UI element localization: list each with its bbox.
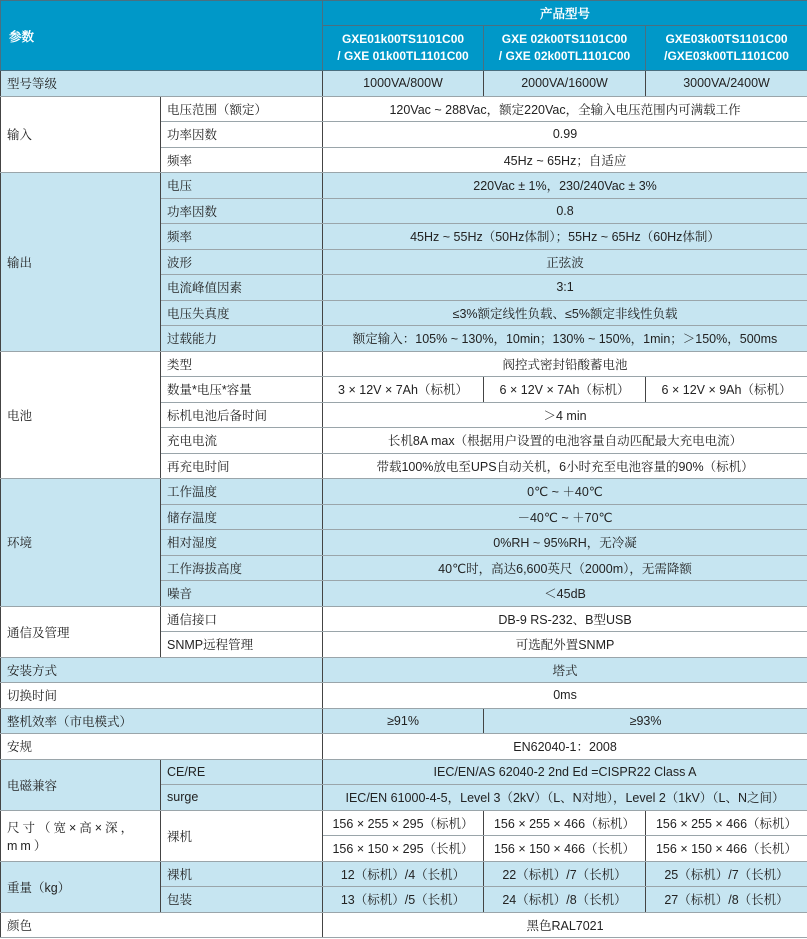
table-row [1,683,807,709]
value-cell: IEC/EN/AS 62040-2 2nd Ed =CISPR22 Class A [323,759,807,785]
table-row [1,71,807,97]
value-cell: 13（标机）/5（长机） [323,887,484,913]
sub-label: 功率因数 [161,198,323,224]
sub-label: 电压 [161,173,323,199]
sub-label: surge [161,785,323,811]
value-cell: 1000VA/800W [323,71,484,97]
value-cell: 0.99 [323,122,807,148]
table-row [1,734,807,760]
table-row [1,657,807,683]
value-cell: ＞4 min [323,402,807,428]
model-header-3 [646,26,807,71]
value-cell: 27（标机）/8（长机） [646,887,807,913]
value-cell: 6 × 12V × 7Ah（标机） [484,377,646,403]
value-cell: 0%RH ~ 95%RH，无冷凝 [323,530,807,556]
table-row [1,861,807,887]
group-label: 输出 [1,173,161,352]
table-row [1,351,807,377]
group-label: 安规 [1,734,323,760]
sub-label: 过载能力 [161,326,323,352]
value-cell: 25（标机）/7（长机） [646,861,807,887]
value-cell: 6 × 12V × 9Ah（标机） [646,377,807,403]
value-cell: －40℃ ~ ＋70℃ [323,504,807,530]
sub-label: 频率 [161,147,323,173]
group-label: 通信及管理 [1,606,161,657]
table-row [1,479,807,505]
value-cell: 0.8 [323,198,807,224]
value-cell: 156 × 150 × 295（长机） [323,836,484,862]
params-header: 参数 [1,1,323,71]
group-label: 电磁兼容 [1,759,161,810]
value-cell: 156 × 150 × 466（长机） [484,836,646,862]
table-row [1,96,807,122]
table-row [1,708,807,734]
sub-label: 电压范围（额定） [161,96,323,122]
value-cell: 额定输入：105% ~ 130%，10min；130% ~ 150%，1min；＞150%，500ms [323,326,807,352]
value-cell: 2000VA/1600W [484,71,646,97]
table-row [1,173,807,199]
value-cell: 带载100%放电至UPS自动关机，6小时充至电池容量的90%（标机） [323,453,807,479]
value-cell: ≥91% [323,708,484,734]
value-cell: 156 × 255 × 295（标机） [323,810,484,836]
value-cell: 40℃时，高达6,600英尺（2000m），无需降额 [323,555,807,581]
sub-label: 工作海拔高度 [161,555,323,581]
value-cell: 12（标机）/4（长机） [323,861,484,887]
value-cell: 正弦波 [323,249,807,275]
value-cell: IEC/EN 61000-4-5，Level 3（2kV）（L、N对地），Level 2（1kV）（L、N之间） [323,785,807,811]
sub-label: CE/RE [161,759,323,785]
value-cell: 长机8A max（根据用户设置的电池容量自动匹配最大充电电流） [323,428,807,454]
sub-label: 工作温度 [161,479,323,505]
model-header-1 [323,26,484,71]
value-cell: 可选配外置SNMP [323,632,807,658]
value-cell: ≥93% [484,708,807,734]
sub-label: 裸机 [161,861,323,887]
models-header: 产品型号 [323,1,807,26]
model-header-2 [484,26,646,71]
model-name: GXE03k00TS1101C00 [665,32,788,46]
value-cell: 0ms [323,683,807,709]
model-name-alt: /GXE03k00TL1101C00 [664,49,789,63]
value-cell: 156 × 255 × 466（标机） [646,810,807,836]
value-cell: ≤3%额定线性负载、≤5%额定非线性负载 [323,300,807,326]
sub-label: 频率 [161,224,323,250]
sub-label: 通信接口 [161,606,323,632]
value-cell: 220Vac ± 1%，230/240Vac ± 3% [323,173,807,199]
model-name: GXE 02k00TS1101C00 [501,32,628,46]
sub-label: 噪音 [161,581,323,607]
group-label: 电池 [1,351,161,479]
table-row [1,810,807,836]
value-cell: 3:1 [323,275,807,301]
table-row [1,912,807,938]
sub-label: 标机电池后备时间 [161,402,323,428]
value-cell: 黑色RAL7021 [323,912,807,938]
value-cell: 3000VA/2400W [646,71,807,97]
table-row [1,759,807,785]
group-label: 尺寸（宽×高×深，mm） [1,810,161,861]
model-name-alt: / GXE 01k00TL1101C00 [337,49,469,63]
group-label: 重量（kg） [1,861,161,912]
value-cell: 45Hz ~ 65Hz；自适应 [323,147,807,173]
value-cell: 156 × 150 × 466（长机） [646,836,807,862]
group-label: 切换时间 [1,683,323,709]
value-cell: 塔式 [323,657,807,683]
value-cell: EN62040-1：2008 [323,734,807,760]
sub-label: 电流峰值因素 [161,275,323,301]
table-row [1,606,807,632]
sub-label: 裸机 [161,810,323,861]
value-cell: 156 × 255 × 466（标机） [484,810,646,836]
group-label: 环境 [1,479,161,607]
sub-label: 数量*电压*容量 [161,377,323,403]
group-label: 输入 [1,96,161,173]
sub-label: SNMP远程管理 [161,632,323,658]
group-label: 型号等级 [1,71,323,97]
sub-label: 再充电时间 [161,453,323,479]
sub-label: 电压失真度 [161,300,323,326]
value-cell: 22（标机）/7（长机） [484,861,646,887]
sub-label: 功率因数 [161,122,323,148]
sub-label: 包装 [161,887,323,913]
sub-label: 储存温度 [161,504,323,530]
value-cell: 24（标机）/8（长机） [484,887,646,913]
sub-label: 波形 [161,249,323,275]
model-name: GXE01k00TS1101C00 [341,32,465,46]
value-cell: 45Hz ~ 55Hz（50Hz体制）；55Hz ~ 65Hz（60Hz体制） [323,224,807,250]
value-cell: 0℃ ~ ＋40℃ [323,479,807,505]
group-label: 整机效率（市电模式） [1,708,323,734]
value-cell: 120Vac ~ 288Vac，额定220Vac，全输入电压范围内可满载工作 [323,96,807,122]
value-cell: ＜45dB [323,581,807,607]
sub-label: 相对湿度 [161,530,323,556]
group-label: 颜色 [1,912,323,938]
spec-body [1,71,807,938]
model-name-alt: / GXE 02k00TL1101C00 [498,49,631,63]
value-cell: 3 × 12V × 7Ah（标机） [323,377,484,403]
value-cell: DB-9 RS-232、B型USB [323,606,807,632]
value-cell: 阀控式密封铅酸蓄电池 [323,351,807,377]
sub-label: 充电电流 [161,428,323,454]
group-label: 安装方式 [1,657,323,683]
sub-label: 类型 [161,351,323,377]
